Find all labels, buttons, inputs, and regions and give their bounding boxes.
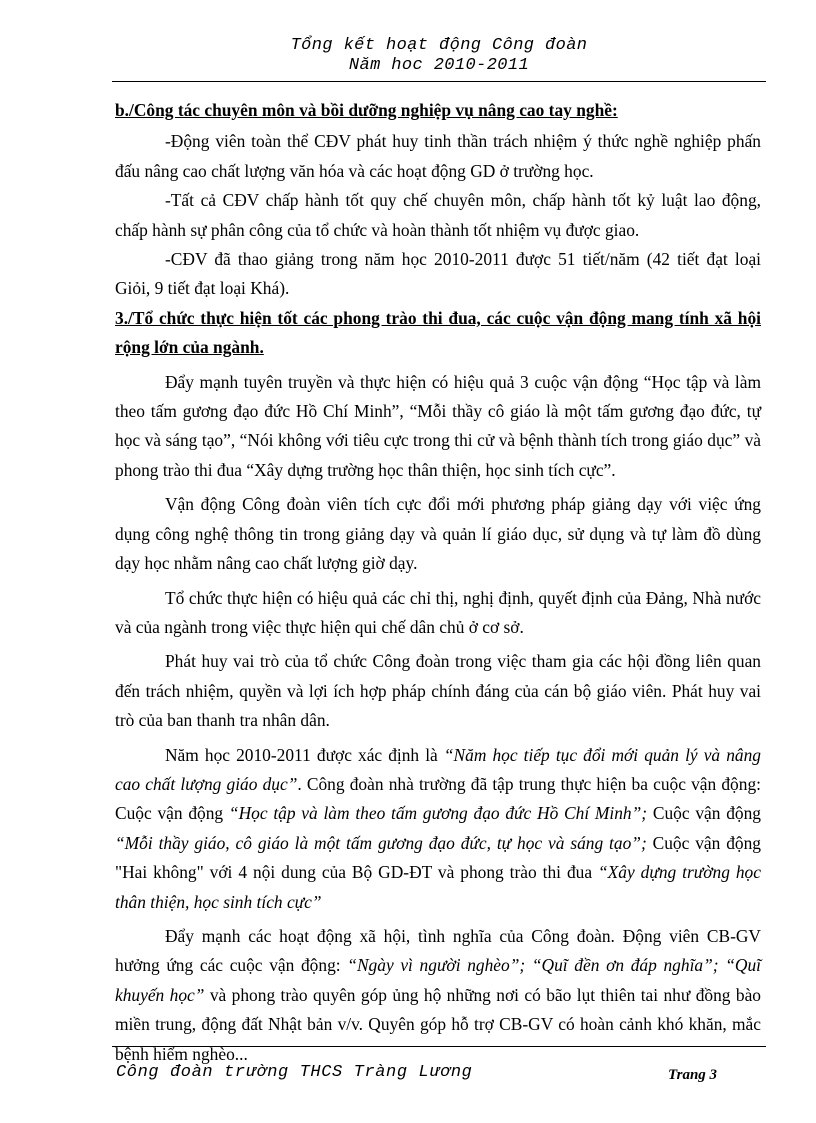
section-b-paragraph-1: -Động viên toàn thể CĐV phát huy tinh thần trách nhiệm ý thức nghề nghiệp phấn đấu nâng cao chất lượng văn hóa và các hoạt động GD ở trường học. [115,131,761,181]
section-3-paragraph-2: Vận động Công đoàn viên tích cực đổi mới phương pháp giảng dạy với việc ứng dụng công nghệ thông tin trong giảng dạy và quản lí giáo dục, sử dụng và tự làm đồ dùng dạy học nhằm nâng cao chất lượng giờ dạy. [115,494,761,574]
document-body [115,96,761,1069]
section-3-paragraph-1: Đẩy mạnh tuyên truyền và thực hiện có hiệu quả 3 cuộc vận động “Học tập và làm theo tấm gương đạo đức Hồ Chí Minh”, “Mỗi thầy cô giáo là một tấm gương đạo đức, tự học và sáng tạo”, “Nói không với tiêu cực trong thi cử và bệnh thành tích trong giáo dục” và phong trào thi đua “Xây dựng trường học thân thiện, học sinh tích cực”. [115,371,761,480]
section-3-heading: 3./Tổ chức thực hiện tốt các phong trào thi đua, các cuộc vận động mang tính xã hội rộng lớn của ngành. [115,307,761,358]
p6-text: Đẩy mạnh các hoạt động xã hội, tình nghĩa của Công đoàn. Động viên CB-GV hưởng ứng các cuộc vận động: [115,925,761,976]
section-b-paragraph-2: -Tất cả CĐV chấp hành tốt quy chế chuyên môn, chấp hành tốt kỷ luật lao động, chấp hành sự phân công của tổ chức và hoàn thành tốt nhiệm vụ được giao. [115,190,761,240]
p5-italic-quote: “Học tập và làm theo tấm gương đạo đức Hồ Chí Minh”; [228,803,648,824]
header-divider [112,81,766,82]
p5-text: Năm học 2010-2011 được xác định là [165,744,444,765]
p6-italic-quote: “Ngày vì người nghèo”; “Quĩ đền ơn đáp nghĩa”; “Quĩ khuyến học” [115,955,761,1005]
p5-text: Cuộc vận động [647,803,762,824]
p5-text: . Công đoàn nhà trường đã tập trung thực hiện ba cuộc vận động: Cuộc vận động [115,773,761,824]
page-header [112,36,766,76]
page-number: Trang 3 [668,1067,718,1083]
footer-divider [112,1046,766,1047]
section-b-paragraph-3: -CĐV đã thao giảng trong năm học 2010-2011 được 51 tiết/năm (42 tiết đạt loại Giỏi, 9 tiết đạt loại Khá). [115,249,761,299]
footer-organization: Công đoàn trường THCS Tràng Lương [116,1063,473,1082]
section-3-paragraph-5 [115,741,761,917]
p5-text: Cuộc vận động "Hai không" với 4 nội dung của Bộ GD-ĐT và phong trào thi đua [115,832,761,883]
p5-italic-quote: “Mỗi thầy giáo, cô giáo là một tấm gương đạo đức, tự học và sáng tạo”; [115,832,647,853]
header-title: Tổng kết hoạt động Công đoàn [290,36,588,55]
p5-italic-quote: “Năm học tiếp tục đổi mới quản lý và nâng cao chất lượng giáo dục” [115,744,761,794]
section-b-heading: b./Công tác chuyên môn và bồi dưỡng nghiệp vụ nâng cao tay nghề: [115,100,618,120]
section-3-paragraph-4: Phát huy vai trò của tổ chức Công đoàn trong việc tham gia các hội đồng liên quan đến trách nhiệm, quyền và lợi ích hợp pháp chính đáng của cán bộ giáo viên. Phát huy vai trò của ban thanh tra nhân dân. [115,651,761,731]
p5-italic-quote: “Xây dựng trường học thân thiện, học sinh tích cực” [115,862,761,912]
header-school-year: Năm hoc 2010-2011 [348,56,530,75]
section-3-paragraph-3: Tổ chức thực hiện có hiệu quả các chỉ thị, nghị định, quyết định của Đảng, Nhà nước và của ngành trong việc thực hiện qui chế dân chủ ở cơ sở. [115,587,761,637]
p6-text: và phong trào quyên góp ủng hộ những nơi có bão lụt thiên tai như đồng bào miền trung, động đất Nhật bản v/v. Quyên góp hỗ trợ CB-GV có hoàn cảnh khó khăn, mắc bệnh hiểm nghèo... [115,984,762,1064]
